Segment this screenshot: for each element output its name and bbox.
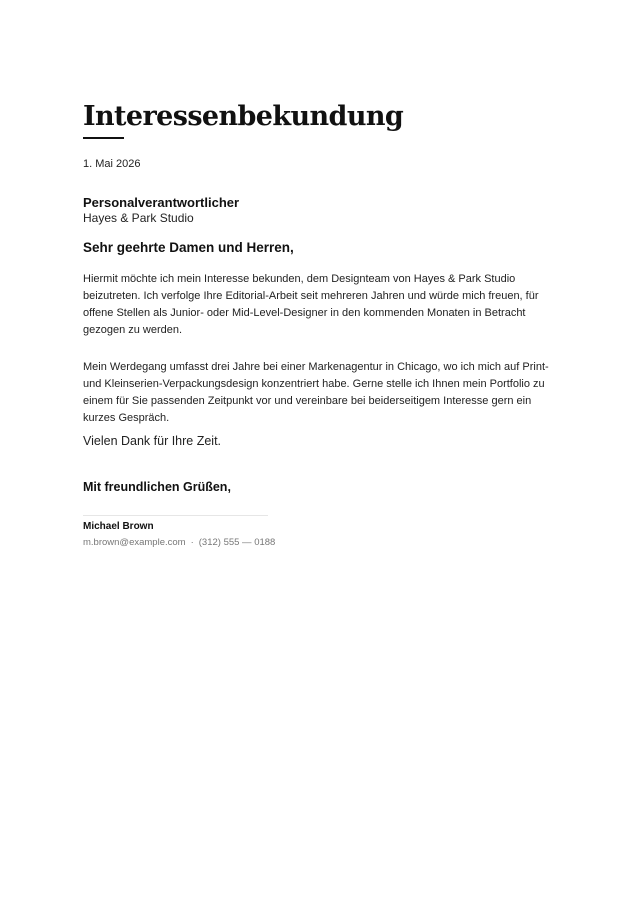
body-paragraph-2: Mein Werdegang umfasst drei Jahre bei einer Markenagentur in Chicago, wo ich mich auf Print- und Kleinserien-Verpackungsdesign konzentriert habe. Gerne stelle ich Ihnen mein Portfolio zu einem für Sie passenden Zeitpunkt vor und vereinbare bei beiderseitigem Interesse gern ein kurzes Gespräch. <box>83 361 549 424</box>
thanks-line: Vielen Dank für Ihre Zeit. <box>83 434 222 448</box>
letter-title: Interessenbekundung <box>83 101 404 132</box>
closing-line: Mit freundlichen Grüßen, <box>83 480 231 494</box>
contact-separator: · <box>190 537 194 548</box>
letter-date: 1. Mai 2026 <box>83 158 141 170</box>
signature-contact <box>83 537 275 548</box>
body-paragraph-1: Hiermit möchte ich mein Interesse bekunden, dem Designteam von Hayes & Park Studio beizutreten. Ich verfolge Ihre Editorial-Arbeit seit mehreren Jahren und würde mich freuen, für offene Stellen als Junior- oder Mid-Level-Designer in den kommenden Monaten in Betracht gezogen zu werden. <box>83 273 539 336</box>
signature-name: Michael Brown <box>83 521 154 532</box>
signature-divider <box>83 515 268 516</box>
recipient-name: Personalverantwortlicher <box>83 195 240 210</box>
signature-email: m.brown@example.com <box>83 537 186 548</box>
signature-phone: (312) 555 — 0188 <box>198 537 276 548</box>
recipient-company: Hayes & Park Studio <box>83 211 194 225</box>
salutation: Sehr geehrte Damen und Herren, <box>83 240 294 255</box>
title-underline <box>83 137 124 139</box>
